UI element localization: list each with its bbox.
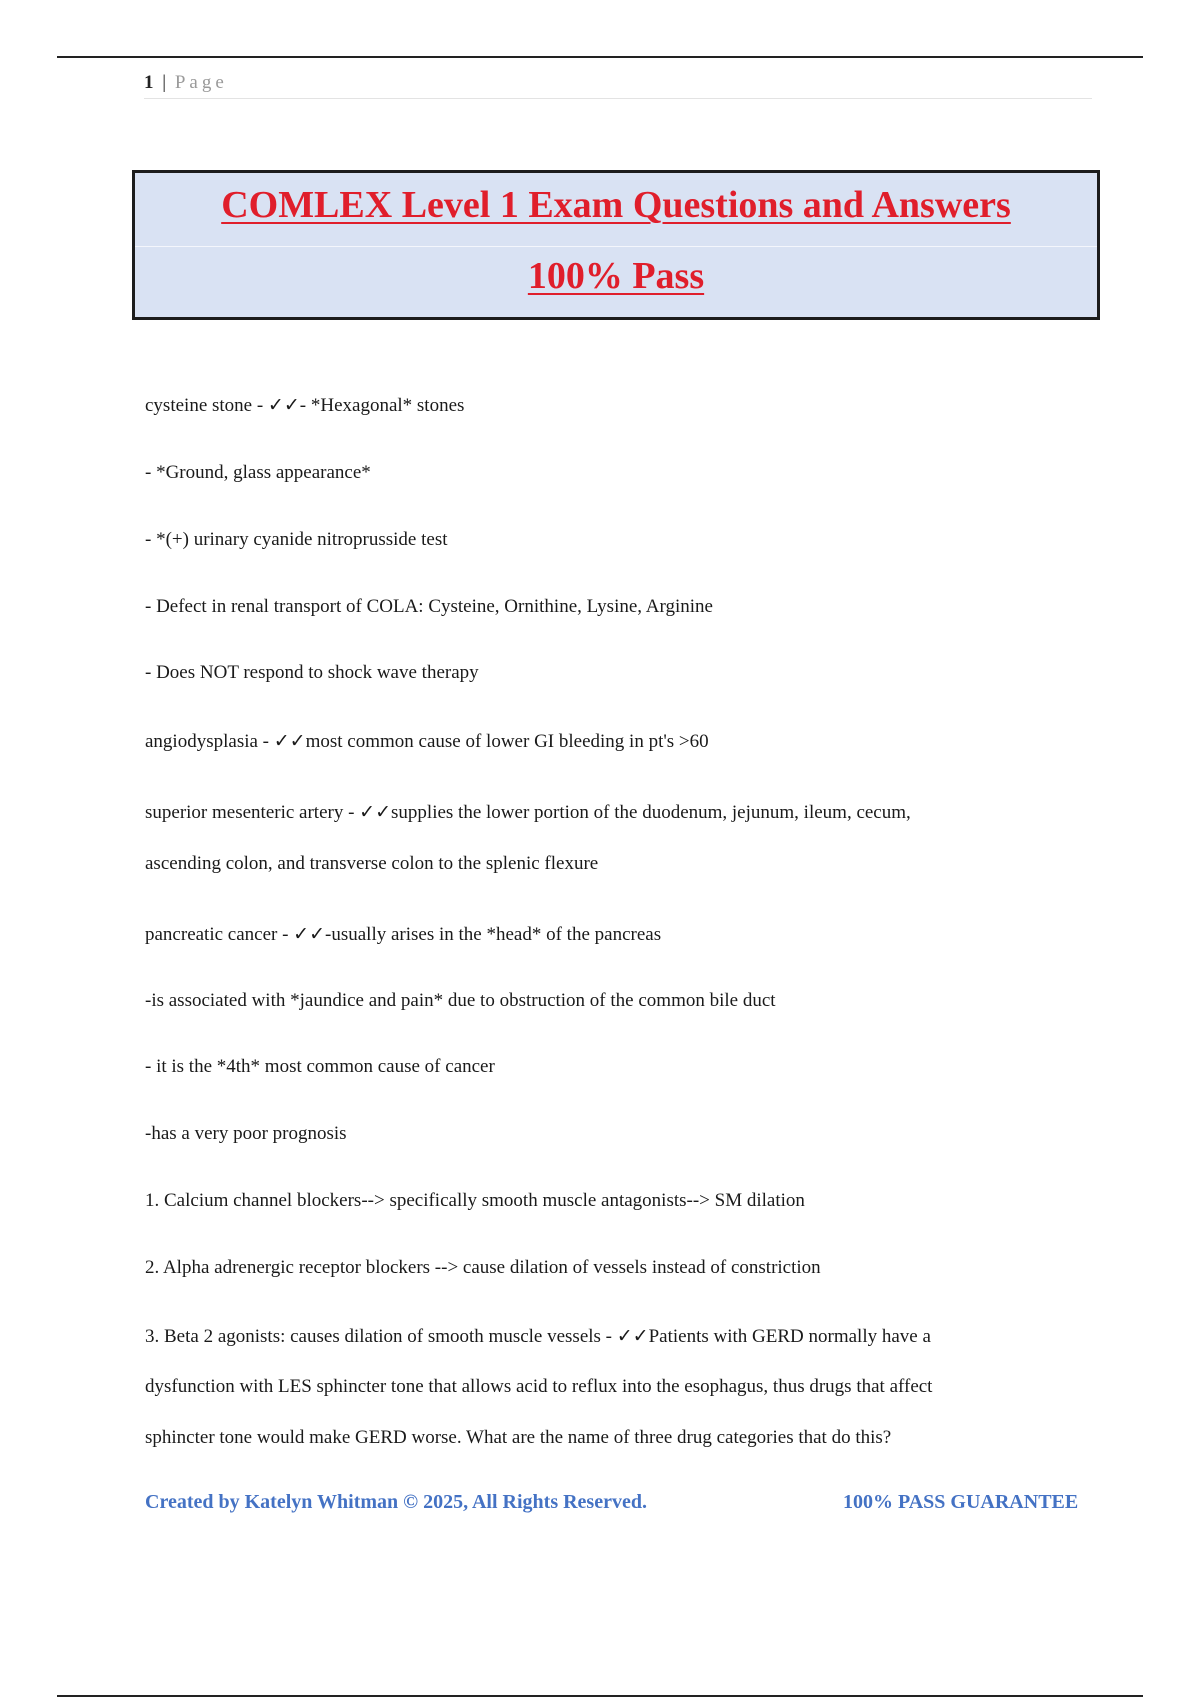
title-box bbox=[132, 170, 1100, 320]
title-line-1: COMLEX Level 1 Exam Questions and Answers bbox=[221, 184, 1011, 226]
body-line: sphincter tone would make GERD worse. What are the name of three drug categories that do this? bbox=[145, 1427, 892, 1448]
body-line: - it is the *4th* most common cause of cancer bbox=[145, 1056, 495, 1077]
body-line: ascending colon, and transverse colon to the splenic flexure bbox=[145, 853, 599, 874]
body-line: pancreatic cancer - ✓✓-usually arises in the *head* of the pancreas bbox=[145, 924, 662, 945]
body-line: superior mesenteric artery - ✓✓supplies the lower portion of the duodenum, jejunum, ileum, cecum, bbox=[145, 802, 911, 823]
footer-guarantee: 100% PASS GUARANTEE bbox=[843, 1491, 1079, 1513]
body-line: 1. Calcium channel blockers--> specifically smooth muscle antagonists--> SM dilation bbox=[145, 1190, 805, 1211]
body-line: 2. Alpha adrenergic receptor blockers --> cause dilation of vessels instead of constriction bbox=[145, 1257, 821, 1278]
body-line: - *(+) urinary cyanide nitroprusside test bbox=[145, 529, 448, 550]
body-line: dysfunction with LES sphincter tone that allows acid to reflux into the esophagus, thus drugs that affect bbox=[145, 1376, 933, 1397]
page-header-separator: | bbox=[162, 72, 167, 93]
body-line: cysteine stone - ✓✓- *Hexagonal* stones bbox=[145, 395, 465, 416]
body-line: - *Ground, glass appearance* bbox=[145, 462, 371, 483]
top-rule bbox=[57, 56, 1143, 58]
body-line: -is associated with *jaundice and pain* due to obstruction of the common bile duct bbox=[145, 990, 776, 1011]
page-header bbox=[144, 72, 1092, 99]
page-number: 1 bbox=[144, 72, 154, 93]
body-line: - Does NOT respond to shock wave therapy bbox=[145, 662, 479, 683]
page-label: Page bbox=[174, 72, 228, 93]
body-line: - Defect in renal transport of COLA: Cysteine, Ornithine, Lysine, Arginine bbox=[145, 596, 713, 617]
title-line-2: 100% Pass bbox=[527, 255, 705, 297]
body-line: 3. Beta 2 agonists: causes dilation of smooth muscle vessels - ✓✓Patients with GERD normally have a bbox=[145, 1326, 931, 1347]
footer-copyright: Created by Katelyn Whitman © 2025, All Rights Reserved. bbox=[145, 1491, 647, 1513]
title-divider bbox=[135, 246, 1097, 247]
bottom-rule bbox=[57, 1695, 1143, 1697]
body-line: angiodysplasia - ✓✓most common cause of lower GI bleeding in pt's >60 bbox=[145, 731, 709, 752]
body-line: -has a very poor prognosis bbox=[145, 1123, 347, 1144]
